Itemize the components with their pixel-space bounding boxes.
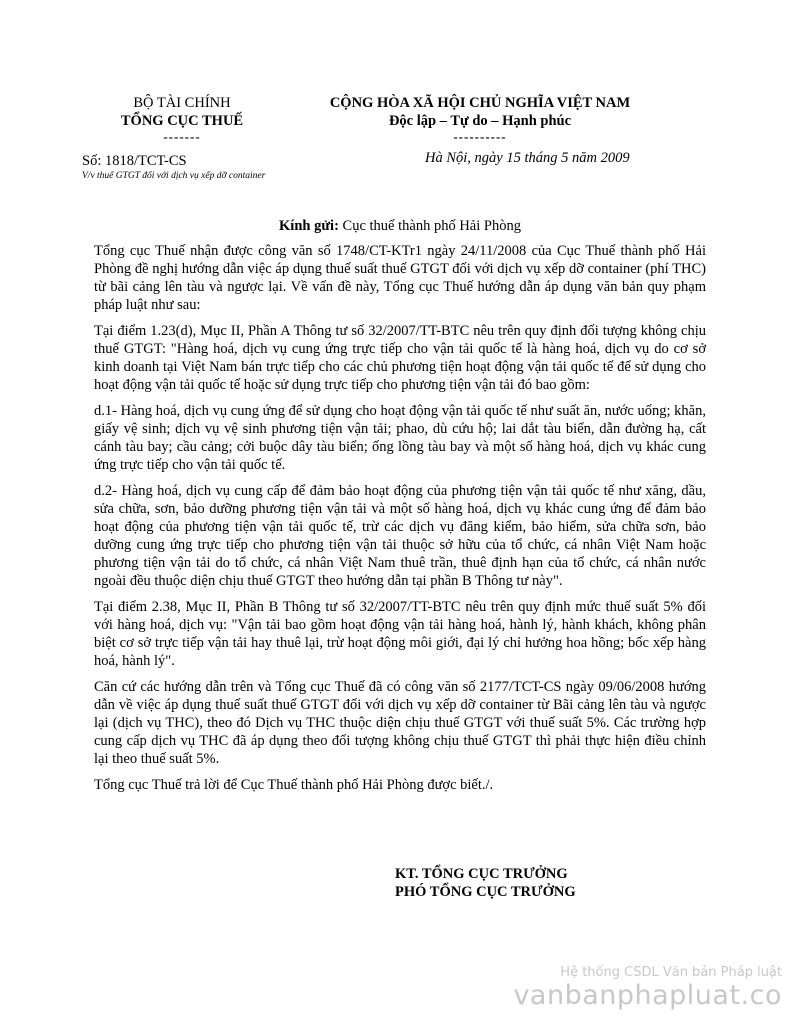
body-paragraph: Căn cứ các hướng dẫn trên và Tổng cục Thuế đã có công văn số 2177/TCT-CS ngày 09/06/2008 hướng dẫn về việc áp dụng thuế suất thuế GTGT đối với dịch vụ xếp dỡ container từ Bãi cảng lên tàu và ngược lại (dịch vụ THC), theo đó Dịch vụ THC thuộc diện chịu thuế GTGT với thuế suất 5%. Các trường hợp cung cấp dịch vụ THC đã áp dụng theo đối tượng không chịu thuế GTGT thì phải thực hiện điều chỉnh lại theo thuế suất 5%.: [94, 679, 706, 767]
recipient-name: Cục thuế thành phố Hải Phòng: [342, 218, 521, 234]
document-subject: V/v thuế GTGT đối với dịch vụ xếp dỡ container: [82, 171, 266, 181]
ministry-name: BỘ TÀI CHÍNH: [133, 95, 231, 111]
department-name: TỔNG CỤC THUẾ: [120, 113, 244, 129]
body-paragraph: Tổng cục Thuế trả lời để Cục Thuế thành phố Hải Phòng được biết./.: [94, 777, 494, 793]
recipient-line: [0, 218, 800, 235]
watermark-site: vanbanphapluat.co: [513, 980, 782, 1011]
body-paragraph: d.1- Hàng hoá, dịch vụ cung ứng để sử dụng cho hoạt động vận tải quốc tế như suất ăn, nước uống; khăn, giấy vệ sinh; dịch vụ vệ sinh phương tiện vận tải; phao, dù cứu hộ; lai dắt tàu biển, dẫn đường hạ, cất cánh tàu bay; cầu cảng; cởi buộc dây tàu biển; ống lồng tàu bay và một số hàng hoá, dịch vụ khác cung ứng trực tiếp cho vận tải quốc tế.: [94, 403, 706, 473]
body-paragraph: Tổng cục Thuế nhận được công văn số 1748/CT-KTr1 ngày 24/11/2008 của Cục Thuế thành phố Hải Phòng đề nghị hướng dẫn việc áp dụng thuế suất thuế GTGT đối với dịch vụ xếp dỡ container (phí THC) từ bãi cảng lên tàu và ngược lại. Về vấn đề này, Tổng cục Thuế hướng dẫn áp dụng văn bản quy phạm pháp luật như sau:: [94, 243, 706, 313]
recipient-label: Kính gửi:: [279, 218, 339, 234]
signature-block: [395, 865, 576, 901]
document-date: Hà Nội, ngày 15 tháng 5 năm 2009: [425, 150, 630, 166]
body-paragraph: d.2- Hàng hoá, dịch vụ cung cấp để đảm bảo hoạt động của phương tiện vận tải quốc tế như xăng, dầu, sửa chữa, sơn, bảo dưỡng phương tiện vận tải và một số hàng hoá, dịch vụ khác cung ứng để đảm bảo hoạt động của phương tiện vận tải quốc tế, trừ các dịch vụ đăng kiểm, bảo hiểm, sửa chữa sơn, bảo dưỡng cung ứng trực tiếp cho phương tiện vận tải thuộc sở hữu của tổ chức, cá nhân Việt Nam hoặc phương tiện vận tải do tổ chức, cá nhân Việt Nam thuê trần, thuê định hạn của tổ chức, cá nhân nước ngoài đều thuộc diện chịu thuế GTGT theo hướng dẫn tại phần B Thông tư này".: [94, 483, 706, 589]
reference-block: [82, 152, 272, 182]
issuer-separator: -------: [163, 129, 201, 144]
country-name: CỘNG HÒA XÃ HỘI CHỦ NGHĨA VIỆT NAM: [329, 95, 631, 111]
issuer-block: [82, 94, 282, 144]
national-header: [300, 94, 660, 144]
national-motto: Độc lập – Tự do – Hạnh phúc: [388, 113, 572, 129]
signature-title: KT. TỔNG CỤC TRƯỞNG: [395, 866, 568, 882]
body-paragraph: Tại điểm 2.38, Mục II, Phần B Thông tư số 32/2007/TT-BTC nêu trên quy định mức thuế suất 5% đối với hàng hoá, dịch vụ: "Vận tải bao gồm hoạt động vận tải hàng hoá, hành lý, hành khách, không phân biệt cơ sở trực tiếp vận tải hay thuê lại, trừ hoạt động môi giới, đại lý chỉ hưởng hoa hồng; bốc xếp hàng hoá, hành lý".: [94, 599, 706, 669]
body-paragraph: Tại điểm 1.23(d), Mục II, Phần A Thông tư số 32/2007/TT-BTC nêu trên quy định đối tượng không chịu thuế GTGT: "Hàng hoá, dịch vụ cung ứng trực tiếp cho vận tải quốc tế là hàng hoá, dịch vụ do cơ sở kinh doanh tại Việt Nam bán trực tiếp cho các chủ phương tiện hoạt động vận tải quốc tế để sử dụng cho hoạt động vận tải quốc tế hoặc sử dụng trực tiếp cho phương tiện vận tải đó bao gồm:: [94, 323, 706, 393]
signature-position: PHÓ TỔNG CỤC TRƯỞNG: [395, 884, 576, 900]
document-body: [94, 242, 706, 802]
watermark-caption: Hệ thống CSDL Văn bản Pháp luật: [560, 965, 782, 980]
document-number: Số: 1818/TCT-CS: [82, 153, 187, 169]
motto-separator: ----------: [453, 129, 507, 144]
